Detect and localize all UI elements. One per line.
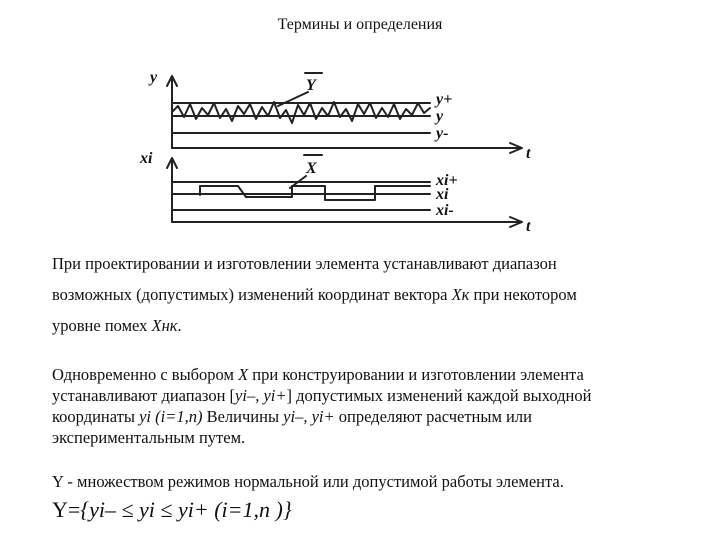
xi-plus-label: xi+ <box>436 172 458 189</box>
text-line <box>52 248 712 279</box>
text-line <box>52 385 712 406</box>
text-line <box>52 427 712 448</box>
paragraph-mode-set: Y - множеством режимов нормальной или допустимой работы элемента. <box>52 472 564 491</box>
y-minus-label: y- <box>436 125 449 142</box>
paragraph-design-range <box>52 248 712 341</box>
text-span: . <box>177 316 182 335</box>
text-span: определяют расчетным или <box>334 407 532 426</box>
noise-xnk: Xнк <box>151 316 178 335</box>
text-span: уровне помех <box>52 316 152 335</box>
text-span: при конструировании и изготовлении элемента <box>248 365 584 384</box>
y-plus-label: y+ <box>436 91 453 108</box>
xi-minus-label: xi- <box>436 202 454 219</box>
paragraph-output-range <box>52 364 712 448</box>
vector-xk: Xк <box>451 285 470 304</box>
coordinate-yi: yi (i=1,n) <box>139 407 203 426</box>
bottom-t-axis-label: t <box>526 218 531 235</box>
signal-diagram <box>0 0 720 245</box>
text-line <box>52 310 712 341</box>
text-span: При проектировании и изготовлении элемента устанавливают диапазон <box>52 254 557 273</box>
page-title: Термины и определения <box>277 16 443 33</box>
text-span: устанавливают диапазон [ <box>52 386 236 405</box>
y-bar-label: Y <box>306 77 316 94</box>
text-span: Величины <box>202 407 284 426</box>
formula-rhs: {yi– ≤ yi ≤ yi+ (i=1,n )} <box>80 497 292 522</box>
values-yi: yi–, yi+ <box>283 407 335 426</box>
formula-lhs: Y= <box>52 497 81 522</box>
vector-x: X <box>238 365 249 384</box>
text-span: ] допустимых изменений каждой выходной <box>286 386 592 405</box>
range-yi: yi–, yi+ <box>235 386 287 405</box>
top-y-axis-label: y <box>150 69 158 86</box>
xi-label: xi <box>436 186 449 203</box>
bottom-y-axis-label: xi <box>140 150 153 167</box>
x-bar-label: X <box>306 160 317 177</box>
top-t-axis-label: t <box>526 145 531 162</box>
text-span: возможных (допустимых) изменений координат вектора <box>52 285 452 304</box>
text-span: Одновременно с выбором <box>52 365 239 384</box>
text-span: координаты <box>52 407 140 426</box>
text-span: экспериментальным путем. <box>52 428 246 447</box>
output-signal-trace <box>172 102 430 123</box>
text-span: при некотором <box>469 285 577 304</box>
formula-y-set <box>52 496 712 524</box>
text-line <box>52 279 712 310</box>
text-line <box>52 364 712 385</box>
text-line <box>52 406 712 427</box>
y-label: y <box>436 108 444 125</box>
